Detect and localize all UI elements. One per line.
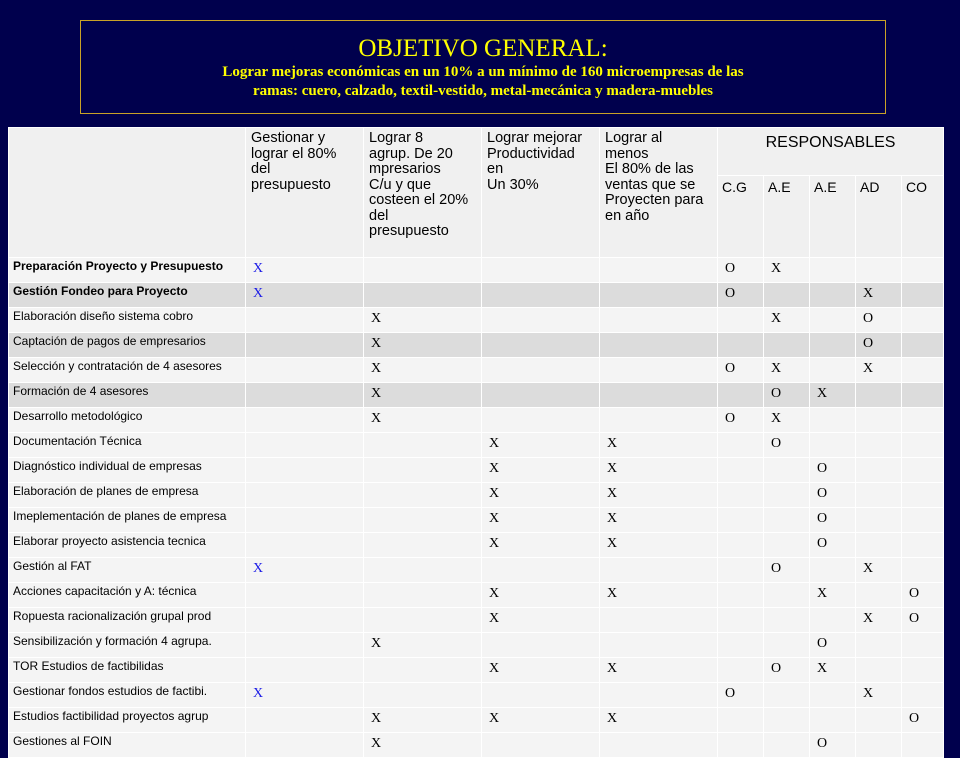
objective-box xyxy=(80,20,886,114)
mark-cell: O xyxy=(718,408,764,433)
mark-cell xyxy=(764,283,810,308)
mark-cell xyxy=(718,483,764,508)
mark-cell: X xyxy=(364,633,482,658)
goal-header-line: en año xyxy=(605,207,650,224)
goal-header-line: en xyxy=(487,161,504,177)
mark-cell xyxy=(364,608,482,633)
table-row xyxy=(9,358,944,383)
activity-label: Formación de 4 asesores xyxy=(9,383,246,408)
table-row xyxy=(9,483,944,508)
goal-header-line: lograr el 80% xyxy=(251,145,337,162)
mark-cell xyxy=(764,508,810,533)
mark-cell xyxy=(600,283,718,308)
mark-cell xyxy=(600,683,718,708)
mark-cell xyxy=(764,733,810,758)
mark-cell xyxy=(764,583,810,608)
mark-cell: X xyxy=(364,333,482,358)
mark-cell xyxy=(364,283,482,308)
goal-header-line: Productividad xyxy=(487,145,575,162)
mark-cell xyxy=(902,483,944,508)
table-row xyxy=(9,383,944,408)
mark-cell: X xyxy=(600,458,718,483)
mark-cell: O xyxy=(856,308,902,333)
mark-cell xyxy=(902,633,944,658)
responsibility-matrix xyxy=(8,127,944,758)
goal-header-line: Proyecten para xyxy=(605,192,704,208)
mark-cell xyxy=(810,358,856,383)
goal-header-line: presupuesto xyxy=(251,176,331,193)
mark-cell xyxy=(810,683,856,708)
mark-cell xyxy=(246,608,364,633)
mark-cell: X xyxy=(482,533,600,558)
mark-cell xyxy=(764,333,810,358)
table-row xyxy=(9,533,944,558)
mark-cell: O xyxy=(902,708,944,733)
table-row xyxy=(9,658,944,683)
mark-cell: O xyxy=(856,333,902,358)
mark-cell: X xyxy=(600,583,718,608)
mark-cell: X xyxy=(810,383,856,408)
goal-header-line: El 80% de las xyxy=(605,161,694,177)
mark-cell: O xyxy=(764,558,810,583)
mark-cell xyxy=(246,433,364,458)
mark-cell xyxy=(856,408,902,433)
mark-cell: X xyxy=(482,433,600,458)
mark-cell xyxy=(600,633,718,658)
mark-cell: X xyxy=(600,433,718,458)
mark-cell xyxy=(364,683,482,708)
mark-cell xyxy=(718,633,764,658)
goal-header-line: costeen el 20% xyxy=(369,192,469,208)
mark-cell xyxy=(364,483,482,508)
objective-line-1: Lograr mejoras económicas en un 10% a un mínimo de 160 microempresas de las xyxy=(222,64,744,80)
activity-label: Gestión al FAT xyxy=(9,558,246,583)
activity-label: Gestión Fondeo para Proyecto xyxy=(9,283,246,308)
mark-cell xyxy=(718,308,764,333)
mark-cell: X xyxy=(856,358,902,383)
mark-cell xyxy=(902,358,944,383)
activity-label: Preparación Proyecto y Presupuesto xyxy=(9,258,246,283)
table-row xyxy=(9,733,944,758)
goal-header-line: del xyxy=(369,207,389,224)
mark-cell xyxy=(718,558,764,583)
mark-cell xyxy=(482,358,600,383)
mark-cell: X xyxy=(364,408,482,433)
mark-cell: X xyxy=(482,583,600,608)
mark-cell xyxy=(600,333,718,358)
table-row xyxy=(9,308,944,333)
mark-cell xyxy=(764,683,810,708)
mark-cell xyxy=(856,458,902,483)
mark-cell xyxy=(718,333,764,358)
mark-cell xyxy=(718,533,764,558)
mark-cell xyxy=(600,358,718,383)
mark-cell xyxy=(718,658,764,683)
mark-cell: O xyxy=(810,533,856,558)
resp-code-ae-1: A.E xyxy=(764,176,810,258)
mark-cell xyxy=(246,733,364,758)
activity-label: Estudios factibilidad proyectos agrup xyxy=(9,708,246,733)
mark-cell xyxy=(246,483,364,508)
mark-cell: X xyxy=(600,508,718,533)
goal-header-2 xyxy=(364,128,482,258)
mark-cell xyxy=(810,308,856,333)
table-row xyxy=(9,708,944,733)
mark-cell xyxy=(364,433,482,458)
mark-cell xyxy=(482,383,600,408)
activity-label: Diagnóstico individual de empresas xyxy=(9,458,246,483)
activity-label: Documentación Técnica xyxy=(9,433,246,458)
mark-cell xyxy=(246,358,364,383)
mark-cell xyxy=(902,658,944,683)
mark-cell xyxy=(718,608,764,633)
mark-cell xyxy=(482,558,600,583)
mark-cell xyxy=(902,383,944,408)
table-row xyxy=(9,458,944,483)
mark-cell xyxy=(482,408,600,433)
mark-cell: O xyxy=(810,483,856,508)
goal-header-3 xyxy=(482,128,600,258)
mark-cell: X xyxy=(246,683,364,708)
mark-cell xyxy=(856,533,902,558)
mark-cell xyxy=(482,633,600,658)
mark-cell: X xyxy=(856,283,902,308)
mark-cell: O xyxy=(718,258,764,283)
mark-cell: O xyxy=(902,583,944,608)
mark-cell xyxy=(718,583,764,608)
table-row xyxy=(9,683,944,708)
mark-cell xyxy=(764,708,810,733)
mark-cell xyxy=(600,558,718,583)
mark-cell xyxy=(902,308,944,333)
mark-cell xyxy=(718,458,764,483)
mark-cell xyxy=(246,333,364,358)
goal-header-4 xyxy=(600,128,718,258)
mark-cell: X xyxy=(810,658,856,683)
goal-header-line: ventas que se xyxy=(605,176,696,193)
mark-cell: X xyxy=(856,683,902,708)
mark-cell xyxy=(482,308,600,333)
mark-cell xyxy=(764,533,810,558)
table-row xyxy=(9,433,944,458)
mark-cell xyxy=(482,733,600,758)
mark-cell: X xyxy=(482,508,600,533)
mark-cell xyxy=(600,733,718,758)
mark-cell xyxy=(718,708,764,733)
mark-cell: O xyxy=(810,458,856,483)
mark-cell xyxy=(246,408,364,433)
mark-cell xyxy=(856,433,902,458)
mark-cell xyxy=(810,258,856,283)
mark-cell xyxy=(810,433,856,458)
mark-cell xyxy=(810,283,856,308)
resp-code-cg: C.G xyxy=(718,176,764,258)
goal-header-line: agrup. De 20 xyxy=(369,145,453,162)
mark-cell xyxy=(364,258,482,283)
mark-cell xyxy=(856,583,902,608)
activity-label: Gestionar fondos estudios de factibi. xyxy=(9,683,246,708)
mark-cell xyxy=(810,558,856,583)
mark-cell xyxy=(718,733,764,758)
mark-cell: X xyxy=(764,308,810,333)
mark-cell xyxy=(482,333,600,358)
mark-cell: X xyxy=(364,383,482,408)
mark-cell xyxy=(600,383,718,408)
mark-cell xyxy=(246,708,364,733)
mark-cell: O xyxy=(902,608,944,633)
mark-cell: X xyxy=(246,558,364,583)
mark-cell xyxy=(364,458,482,483)
mark-cell: X xyxy=(764,408,810,433)
mark-cell xyxy=(718,433,764,458)
goal-header-line: Lograr mejorar xyxy=(487,130,583,146)
goal-header-1 xyxy=(246,128,364,258)
table-row xyxy=(9,633,944,658)
goal-header-line: del xyxy=(251,161,271,177)
resp-code-ad: AD xyxy=(856,176,902,258)
mark-cell: X xyxy=(246,283,364,308)
mark-cell xyxy=(764,458,810,483)
resp-code-ae-2: A.E xyxy=(810,176,856,258)
table-row xyxy=(9,558,944,583)
mark-cell xyxy=(718,383,764,408)
mark-cell: X xyxy=(856,558,902,583)
mark-cell: X xyxy=(364,733,482,758)
mark-cell xyxy=(246,308,364,333)
responsables-header: RESPONSABLES xyxy=(718,128,944,176)
mark-cell xyxy=(902,683,944,708)
mark-cell xyxy=(856,258,902,283)
mark-cell: X xyxy=(364,308,482,333)
mark-cell: O xyxy=(810,733,856,758)
objective-line-2: ramas: cuero, calzado, textil-vestido, metal-mecánica y madera-muebles xyxy=(252,83,714,99)
goal-header-line: Lograr 8 xyxy=(369,130,424,146)
mark-cell: X xyxy=(600,708,718,733)
mark-cell: X xyxy=(764,358,810,383)
table-row xyxy=(9,408,944,433)
activity-label: Elaboración de planes de empresa xyxy=(9,483,246,508)
mark-cell: O xyxy=(718,283,764,308)
activity-label: Desarrollo metodológico xyxy=(9,408,246,433)
mark-cell xyxy=(246,508,364,533)
mark-cell: X xyxy=(246,258,364,283)
mark-cell xyxy=(600,608,718,633)
mark-cell xyxy=(810,608,856,633)
mark-cell xyxy=(482,258,600,283)
table-row xyxy=(9,258,944,283)
mark-cell xyxy=(246,458,364,483)
mark-cell: X xyxy=(810,583,856,608)
mark-cell xyxy=(764,483,810,508)
table-row xyxy=(9,583,944,608)
mark-cell: O xyxy=(718,683,764,708)
mark-cell xyxy=(856,508,902,533)
mark-cell xyxy=(246,658,364,683)
mark-cell: O xyxy=(718,358,764,383)
mark-cell: X xyxy=(482,458,600,483)
mark-cell xyxy=(902,433,944,458)
activity-label: Elaborar proyecto asistencia tecnica xyxy=(9,533,246,558)
resp-code-co: CO xyxy=(902,176,944,258)
mark-cell: X xyxy=(364,708,482,733)
mark-cell xyxy=(364,583,482,608)
objective-heading: OBJETIVO GENERAL: xyxy=(358,35,608,62)
table-row xyxy=(9,333,944,358)
mark-cell xyxy=(364,533,482,558)
mark-cell xyxy=(902,283,944,308)
mark-cell: X xyxy=(482,483,600,508)
mark-cell: O xyxy=(810,633,856,658)
mark-cell xyxy=(902,533,944,558)
mark-cell xyxy=(764,608,810,633)
mark-cell xyxy=(364,558,482,583)
mark-cell xyxy=(482,683,600,708)
mark-cell xyxy=(810,333,856,358)
mark-cell xyxy=(856,383,902,408)
mark-cell: X xyxy=(482,658,600,683)
mark-cell xyxy=(902,333,944,358)
mark-cell: O xyxy=(764,433,810,458)
activity-label: Ropuesta racionalización grupal prod xyxy=(9,608,246,633)
goal-header-line: menos xyxy=(605,145,649,162)
mark-cell xyxy=(246,633,364,658)
mark-cell: O xyxy=(764,383,810,408)
activity-label: Gestiones al FOIN xyxy=(9,733,246,758)
mark-cell: X xyxy=(600,533,718,558)
mark-cell: X xyxy=(482,608,600,633)
activity-label: Sensibilización y formación 4 agrupa. xyxy=(9,633,246,658)
corner-cell xyxy=(9,128,246,258)
mark-cell xyxy=(902,258,944,283)
mark-cell xyxy=(764,633,810,658)
mark-cell xyxy=(902,508,944,533)
mark-cell xyxy=(600,408,718,433)
mark-cell xyxy=(902,458,944,483)
mark-cell xyxy=(856,658,902,683)
table-row xyxy=(9,608,944,633)
mark-cell: X xyxy=(764,258,810,283)
activity-label: TOR Estudios de factibilidas xyxy=(9,658,246,683)
goal-header-line: presupuesto xyxy=(369,223,449,239)
mark-cell xyxy=(600,258,718,283)
mark-cell xyxy=(902,558,944,583)
activity-label: Captación de pagos de empresarios xyxy=(9,333,246,358)
mark-cell: X xyxy=(364,358,482,383)
goal-header-line: Lograr al xyxy=(605,130,663,146)
activity-label: Elaboración diseño sistema cobro xyxy=(9,308,246,333)
mark-cell: X xyxy=(856,608,902,633)
mark-cell xyxy=(246,533,364,558)
mark-cell: O xyxy=(764,658,810,683)
mark-cell: O xyxy=(810,508,856,533)
mark-cell xyxy=(364,508,482,533)
mark-cell: X xyxy=(482,708,600,733)
mark-cell xyxy=(856,483,902,508)
activity-label: Imeplementación de planes de empresa xyxy=(9,508,246,533)
goal-header-line: Un 30% xyxy=(487,176,539,193)
table-row xyxy=(9,283,944,308)
mark-cell xyxy=(810,408,856,433)
mark-cell xyxy=(856,733,902,758)
mark-cell xyxy=(810,708,856,733)
mark-cell xyxy=(600,308,718,333)
goal-header-line: C/u y que xyxy=(369,176,432,193)
goal-header-line: Gestionar y xyxy=(251,130,326,146)
mark-cell: X xyxy=(600,483,718,508)
mark-cell xyxy=(902,408,944,433)
table-row xyxy=(9,508,944,533)
mark-cell xyxy=(856,708,902,733)
mark-cell xyxy=(246,583,364,608)
activity-label: Selección y contratación de 4 asesores xyxy=(9,358,246,383)
mark-cell xyxy=(364,658,482,683)
activity-label: Acciones capacitación y A: técnica xyxy=(9,583,246,608)
mark-cell xyxy=(856,633,902,658)
mark-cell xyxy=(902,733,944,758)
goal-header-line: mpresarios xyxy=(369,161,441,177)
mark-cell xyxy=(718,508,764,533)
mark-cell: X xyxy=(600,658,718,683)
mark-cell xyxy=(246,383,364,408)
mark-cell xyxy=(482,283,600,308)
